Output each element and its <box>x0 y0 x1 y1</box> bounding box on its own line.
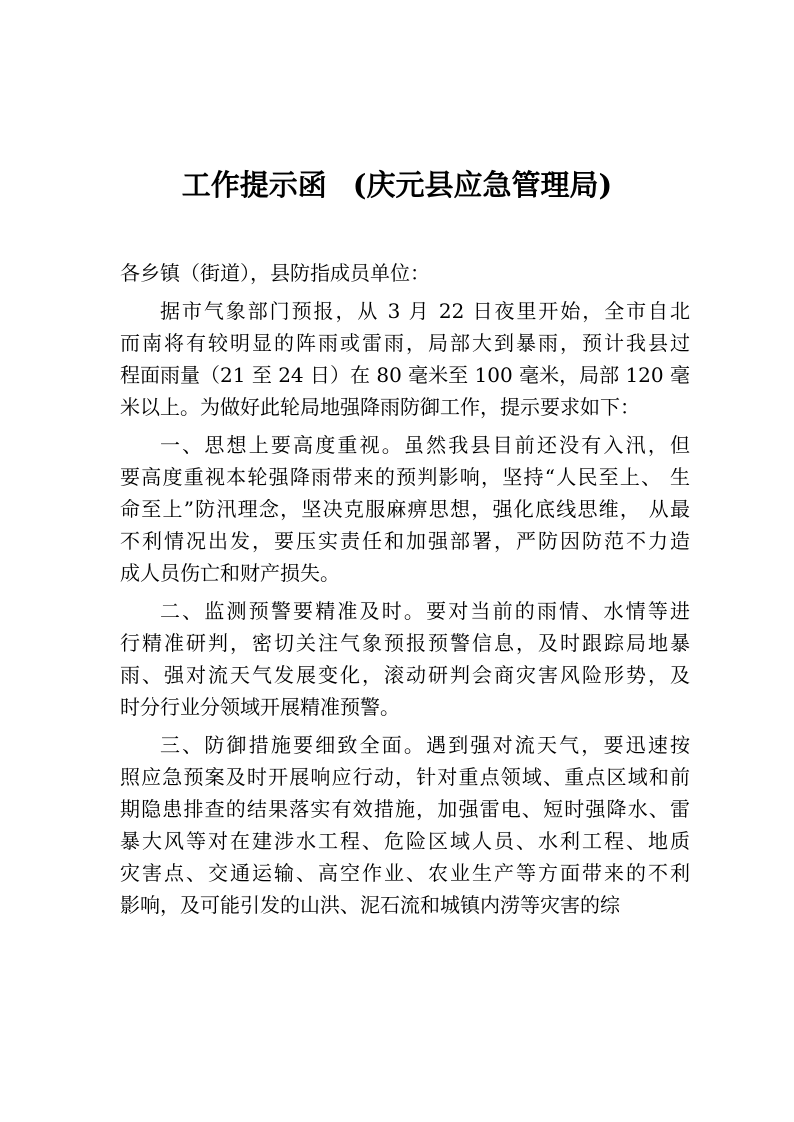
paragraph-line: 而南将有较明显的阵雨或雷雨，局部大到暴雨，预计我县过 <box>120 331 690 355</box>
salutation: 各乡镇（街道），县防指成员单位： <box>120 261 430 285</box>
paragraph-line: 三、防御措施要细致全面。遇到强对流天气，要迅速按 <box>160 733 690 757</box>
document-title <box>0 163 794 204</box>
paragraph-line: 据市气象部门预报，从 3 月 22 日夜里开始，全市自北 <box>160 299 690 323</box>
paragraph-line: 雨、强对流天气发展变化，滚动研判会商灾害风险形势，及 <box>120 663 690 687</box>
paragraph-line: 不利情况出发，要压实责任和加强部署，严防因防范不力造 <box>120 529 690 553</box>
paragraph-line: 二、监测预警要精准及时。要对当前的雨情、水情等进 <box>160 599 690 623</box>
paragraph-line: 暴大风等对在建涉水工程、危险区域人员、水利工程、地质 <box>120 829 690 853</box>
paragraph-line: 命至上”防汛理念，坚决克服麻痹思想，强化底线思维， 从最 <box>120 497 690 521</box>
paragraph-line: 期隐患排查的结果落实有效措施，加强雷电、短时强降水、雷 <box>120 797 690 821</box>
paragraph-line: 影响，及可能引发的山洪、泥石流和城镇内涝等灾害的综 <box>120 893 620 917</box>
paragraph-item-2 <box>120 595 690 723</box>
paragraph-line: 米以上。为做好此轮局地强降雨防御工作，提示要求如下： <box>120 395 640 419</box>
paragraph-item-3 <box>120 729 690 921</box>
paragraph-item-1 <box>120 429 690 589</box>
title-issuer: (庆元县应急管理局) <box>352 168 613 202</box>
paragraph-line: 行精准研判，密切关注气象预报预警信息，及时跟踪局地暴 <box>120 631 690 655</box>
paragraph-line: 一、思想上要高度重视。虽然我县目前还没有入汛，但 <box>160 433 690 457</box>
paragraph-line: 成人员伤亡和财产损失。 <box>120 561 340 585</box>
paragraph-line: 照应急预案及时开展响应行动，针对重点领域、重点区域和前 <box>120 765 690 789</box>
title-main: 工作提示函 <box>181 168 327 202</box>
paragraph-line: 灾害点、交通运输、高空作业、农业生产等方面带来的不利 <box>120 861 690 885</box>
paragraph-line: 要高度重视本轮强降雨带来的预判影响，坚持“人民至上、 生 <box>120 465 690 489</box>
paragraph-forecast <box>120 295 690 423</box>
document-body <box>120 257 690 927</box>
paragraph-line: 程面雨量（21 至 24 日）在 80 毫米至 100 毫米，局部 120 毫 <box>120 363 690 387</box>
paragraph-line: 时分行业分领域开展精准预警。 <box>120 695 400 719</box>
